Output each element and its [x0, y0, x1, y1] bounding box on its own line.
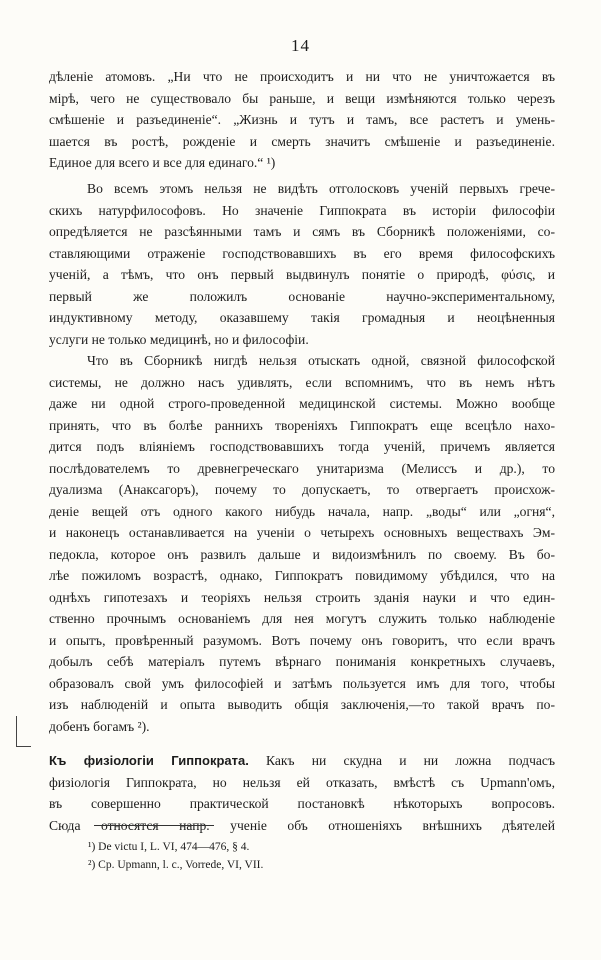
text-line: Сюда относятся напр. ученіе объ отношеніяхъ внѣшнихъ дѣятелей [49, 817, 555, 833]
paragraph-1 [49, 66, 555, 174]
text-line: лѣе пожиломъ возрастѣ, однако, Гиппократъ повидимому убѣдился, что на [49, 568, 555, 583]
text-line: услуги не только медицинѣ, но и философіи. [49, 331, 309, 347]
text-line: добенъ богамъ ²). [49, 718, 150, 734]
text-line: въ совершенно практической постановкѣ нѣкоторыхъ вопросовъ. [49, 796, 555, 811]
paragraph-2 [49, 178, 555, 350]
text-line: образовалъ свой умъ философіей и затѣмъ пользуется имъ для того, чтобы [49, 675, 555, 691]
text-line: дуализма (Анаксагоръ), почему то допускаетъ, то отвергаетъ происхож- [49, 482, 555, 497]
footnote-divider [94, 825, 214, 826]
text-line: Что въ Сборникѣ нигдѣ нельзя отыскать одной, связной философской [87, 353, 555, 368]
text-line: дѣленіе атомовъ. „Ни что не происходитъ и ни что не уничтожается въ [49, 69, 555, 84]
section-first-line [49, 750, 555, 772]
text-line: педокла, которое онъ развилъ дальше и видоизмѣнилъ по своему. Въ бо- [49, 546, 555, 562]
margin-pencil-mark [16, 716, 31, 747]
text-line: принять, что въ болѣе раннихъ твореніяхъ Гиппократъ еще всецѣло нахо- [49, 417, 555, 433]
text-line: первый же положилъ основаніе научно-экспериментальному, [49, 288, 555, 304]
text-line: скихъ натурфилософовъ. Но значеніе Гиппократа въ исторіи философіи [49, 202, 555, 218]
page-number: 14 [291, 36, 310, 55]
text-line: смѣшеніе и разъединеніе“. „Жизнь и тутъ и тамъ, все растетъ и умень- [49, 112, 555, 127]
text-line: ставляющими отраженіе господствовавшихъ въ его время философскихъ [49, 245, 555, 261]
text-line: Единое для всего и все для единаго.“ ¹) [49, 155, 276, 170]
text-line: шается въ ростѣ, рожденіе и смерть значитъ смѣшеніе и разъединеніе. [49, 133, 555, 149]
text-line: системы, не должно насъ удивлять, если вспомнимъ, что въ немъ нѣтъ [49, 374, 555, 390]
text-line: послѣдователемъ то древнегреческаго унитаризма (Мелиссъ и др.), то [49, 460, 555, 476]
text-line: и опытъ, провѣренный разумомъ. Вотъ почему онъ говоритъ, что если врачъ [49, 632, 555, 648]
text-line: Во всемъ этомъ нельзя не видѣть отголосковъ ученій первыхъ грече- [87, 181, 555, 196]
text-line: изъ наблюденій и опыта выводить общія заключенія,—то такой врачъ по- [49, 697, 555, 712]
text-line: опредѣляется не разсѣянными тамъ и сямъ въ Сборникѣ положеніями, со- [49, 224, 555, 239]
text-line: деніе вещей отъ одного какого нибудь начала, напр. „воды“ или „огня“, [49, 503, 555, 519]
text-line: мірѣ, чего не существовало бы раньше, и вещи измѣняются только черезъ [49, 90, 555, 106]
footnotes [88, 838, 263, 874]
text-line-rest: Какъ ни скудна и ни ложна подчасъ [266, 753, 556, 768]
text-line: физіологія Гиппократа, но нельзя ей отказать, вмѣстѣ съ Upmann'омъ, [49, 774, 555, 790]
paragraph-3 [49, 350, 555, 737]
text-line: однѣхъ гипотезахъ и теоріяхъ нельзя строить зданія науки и что един- [49, 589, 555, 605]
text-line: ственно прочнымъ основаніемъ для нея могутъ служить только наблюденіе [49, 611, 555, 626]
footnote-2: ²) Cp. Upmann, l. c., Vorrede, VI, VII. [88, 859, 264, 871]
text-line: дится подъ вліяніемъ господствовавшихъ тогда ученій, причемъ является [49, 439, 555, 454]
section-heading: Къ физіологіи Гиппократа. [49, 753, 249, 768]
text-line: ученій, а тѣмъ, что онъ первый выдвинулъ понятіе о природѣ, φύσις, и [49, 267, 555, 282]
footnote-1: ¹) De victu I, L. VI, 474—476, § 4. [88, 841, 250, 853]
text-line: даже ни одной строго-проведенной медицинской системы. Можно вообще [49, 396, 555, 411]
text-line: добылъ себѣ матеріалъ путемъ вѣрнаго пониманія конкретныхъ случаевъ, [49, 654, 555, 669]
section-physiology [49, 750, 555, 836]
text-line: и наконецъ останавливается на ученіи о четырехъ основныхъ веществахъ Эм- [49, 525, 555, 540]
text-line: индуктивному методу, оказавшему такія громадныя и неоцѣненныя [49, 310, 555, 325]
